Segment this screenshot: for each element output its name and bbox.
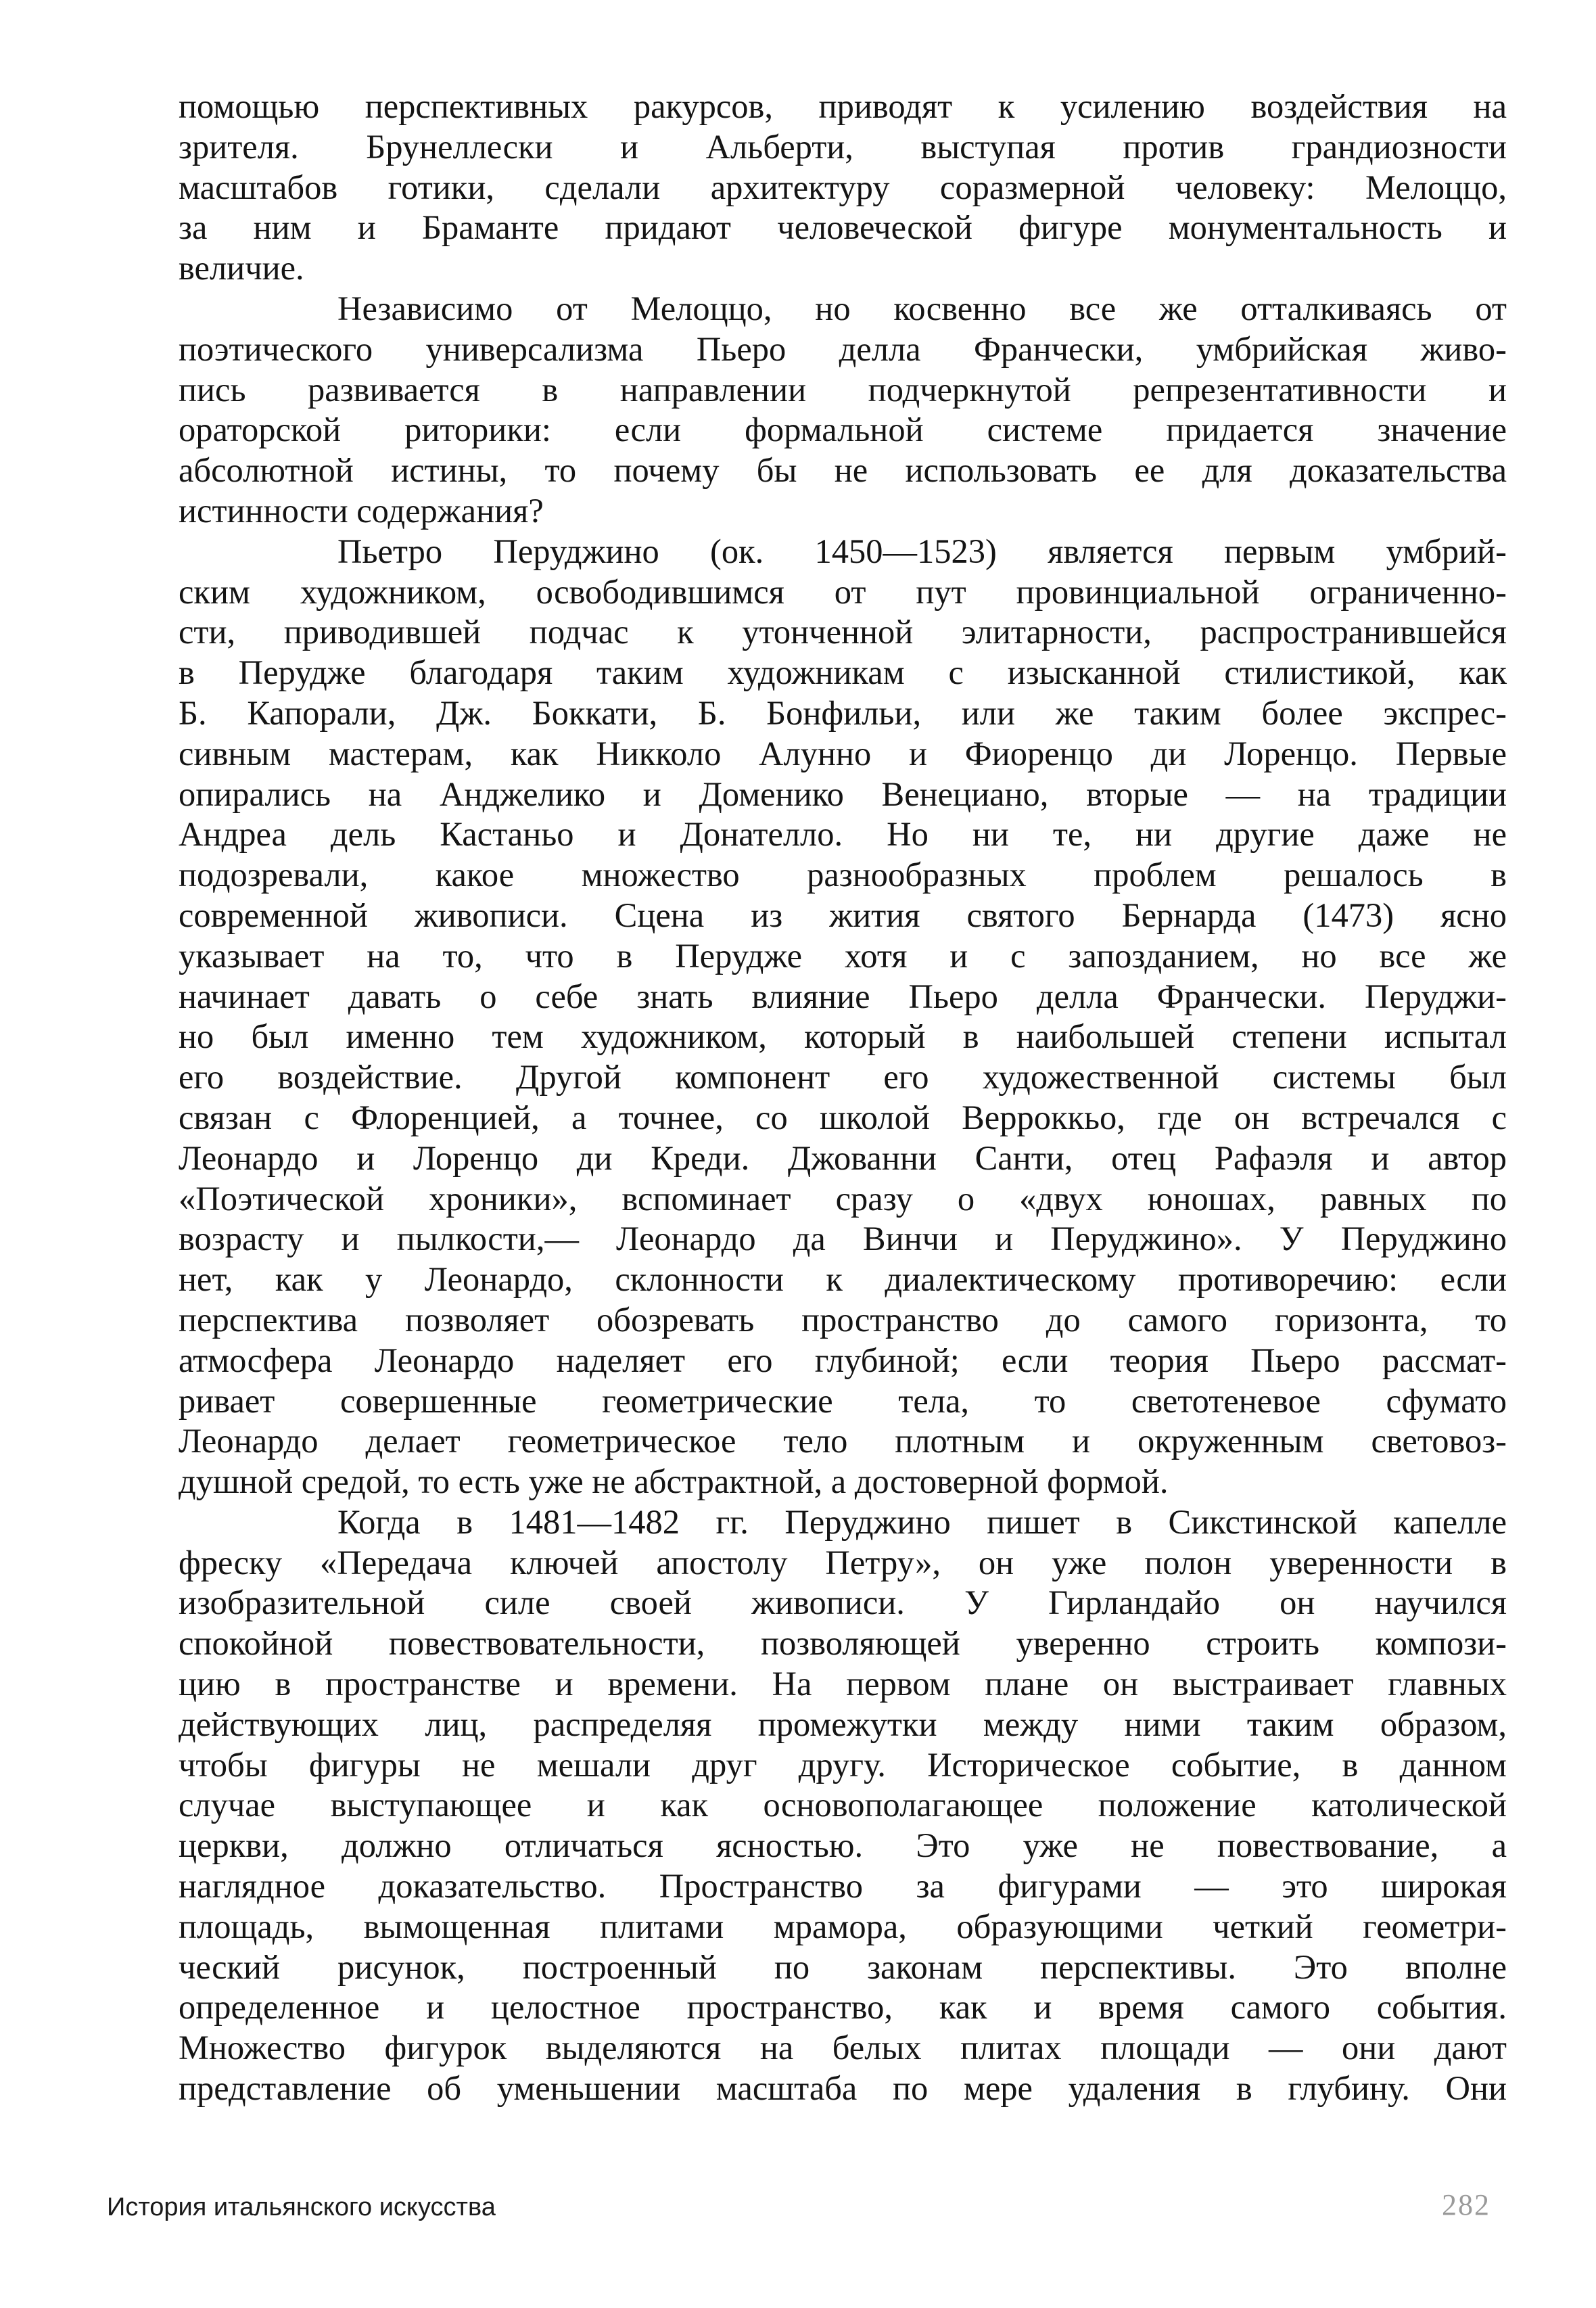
- page-number: 282: [1442, 2188, 1491, 2221]
- text-line: истинности содержания?: [179, 491, 544, 530]
- paragraph-first-line: Когда в 1481—1482 гг. Перуджино пишет в Сикстинской капелле: [337, 1502, 1507, 1541]
- text-line: действующих лиц, распределяя промежутки между ними таким образом,: [179, 1705, 1507, 1743]
- text-line: перспектива позволяет обозревать пространство до самого горизонта, то: [179, 1300, 1507, 1339]
- text-line: ораторской риторики: если формальной системе придается значение: [179, 411, 1507, 449]
- text-line: современной живописи. Сцена из жития святого Бернарда (1473) ясно: [179, 896, 1507, 934]
- text-line: его воздействие. Другой компонент его художественной системы был: [179, 1058, 1507, 1097]
- text-line: душной средой, то есть уже не абстрактной, а достоверной формой.: [179, 1462, 1169, 1501]
- running-footer-title: История итальянского искусства: [107, 2193, 496, 2221]
- text-line: спокойной повествовательности, позволяющей уверенно строить компози-: [179, 1624, 1507, 1663]
- text-line: Б. Капорали, Дж. Боккати, Б. Бонфильи, или же таким более экспрес-: [179, 693, 1507, 732]
- text-line: поэтического универсализма Пьеро делла Франчески, умбрийская живо-: [179, 329, 1507, 368]
- text-line: Андреа дель Кастаньо и Донателло. Но ни те, ни другие даже не: [179, 815, 1507, 854]
- body-text: [179, 87, 1507, 2109]
- text-line: Леонардо делает геометрическое тело плотным и окруженным световоз-: [179, 1422, 1507, 1460]
- text-line: представление об уменьшении масштаба по мере удаления в глубину. Они: [179, 2069, 1507, 2108]
- text-line: абсолютной истины, то почему бы не использовать ее для доказательства: [179, 451, 1507, 490]
- text-line: помощью перспективных ракурсов, приводят к усилению воздействия на: [179, 87, 1507, 125]
- text-line: изобразительной силе своей живописи. У Гирландайо он научился: [179, 1584, 1507, 1622]
- text-line: опирались на Анджелико и Доменико Венециано, вторые — на традиции: [179, 775, 1507, 813]
- text-line: сивным мастерам, как Никколо Алунно и Фиоренцо ди Лоренцо. Первые: [179, 734, 1507, 772]
- text-line: пись развивается в направлении подчеркнутой репрезентативности и: [179, 370, 1507, 409]
- text-line: церкви, должно отличаться ясностью. Это уже не повествование, а: [179, 1826, 1507, 1865]
- text-line: атмосфера Леонардо наделяет его глубиной; если теория Пьеро рассмат-: [179, 1341, 1507, 1379]
- text-line: фреску «Передача ключей апостолу Петру», он уже полон уверенности в: [179, 1543, 1507, 1582]
- text-line: сти, приводившей подчас к утонченной элитарности, распространившейся: [179, 613, 1507, 651]
- text-line: цию в пространстве и времени. На первом плане он выстраивает главных: [179, 1665, 1507, 1703]
- text-line: определенное и целостное пространство, как и время самого события.: [179, 1988, 1507, 2027]
- text-line: ским художником, освободившимся от пут провинциальной ограниченно-: [179, 572, 1507, 611]
- text-line: зрителя. Брунеллески и Альберти, выступая против грандиозности: [179, 127, 1507, 166]
- text-line: начинает давать о себе знать влияние Пьеро делла Франчески. Перуджи-: [179, 977, 1507, 1015]
- text-line: подозревали, какое множество разнообразных проблем решалось в: [179, 856, 1507, 894]
- text-line: наглядное доказательство. Пространство за фигурами — это широкая: [179, 1867, 1507, 1906]
- text-line: в Перудже благодаря таким художникам с изысканной стилистикой, как: [179, 653, 1507, 692]
- text-line: указывает на то, что в Перудже хотя и с запозданием, но все же: [179, 936, 1507, 975]
- text-line: Множество фигурок выделяются на белых плитах площади — они дают: [179, 2029, 1507, 2067]
- paragraph-first-line: Пьетро Перуджино (ок. 1450—1523) является первым умбрий-: [337, 532, 1507, 570]
- text-line: возрасту и пылкости,— Леонардо да Винчи и Перуджино». У Перуджино: [179, 1220, 1507, 1258]
- text-line: «Поэтической хроники», вспоминает сразу о «двух юношах, равных по: [179, 1179, 1507, 1218]
- text-line: связан с Флоренцией, а точнее, со школой Верроккьо, где он встречался с: [179, 1098, 1507, 1136]
- text-line: случае выступающее и как основополагающее положение католической: [179, 1786, 1507, 1824]
- text-line: чтобы фигуры не мешали друг другу. Историческое событие, в данном: [179, 1745, 1507, 1784]
- text-line: но был именно тем художником, который в наибольшей степени испытал: [179, 1017, 1507, 1056]
- text-line: величие.: [179, 249, 304, 287]
- text-line: масштабов готики, сделали архитектуру соразмерной человеку: Мелоццо,: [179, 168, 1507, 206]
- text-line: ческий рисунок, построенный по законам перспективы. Это вполне: [179, 1947, 1507, 1986]
- text-line: за ним и Браманте придают человеческой фигуре монументальность и: [179, 208, 1507, 247]
- text-line: Леонардо и Лоренцо ди Креди. Джованни Санти, отец Рафаэля и автор: [179, 1138, 1507, 1177]
- text-line: площадь, вымощенная плитами мрамора, образующими четкий геометри-: [179, 1907, 1507, 1945]
- paragraph-first-line: Независимо от Мелоццо, но косвенно все же отталкиваясь от: [337, 289, 1507, 327]
- text-line: нет, как у Леонардо, склонности к диалектическому противоречию: если: [179, 1260, 1507, 1299]
- text-line: ривает совершенные геометрические тела, то светотеневое сфумато: [179, 1381, 1507, 1420]
